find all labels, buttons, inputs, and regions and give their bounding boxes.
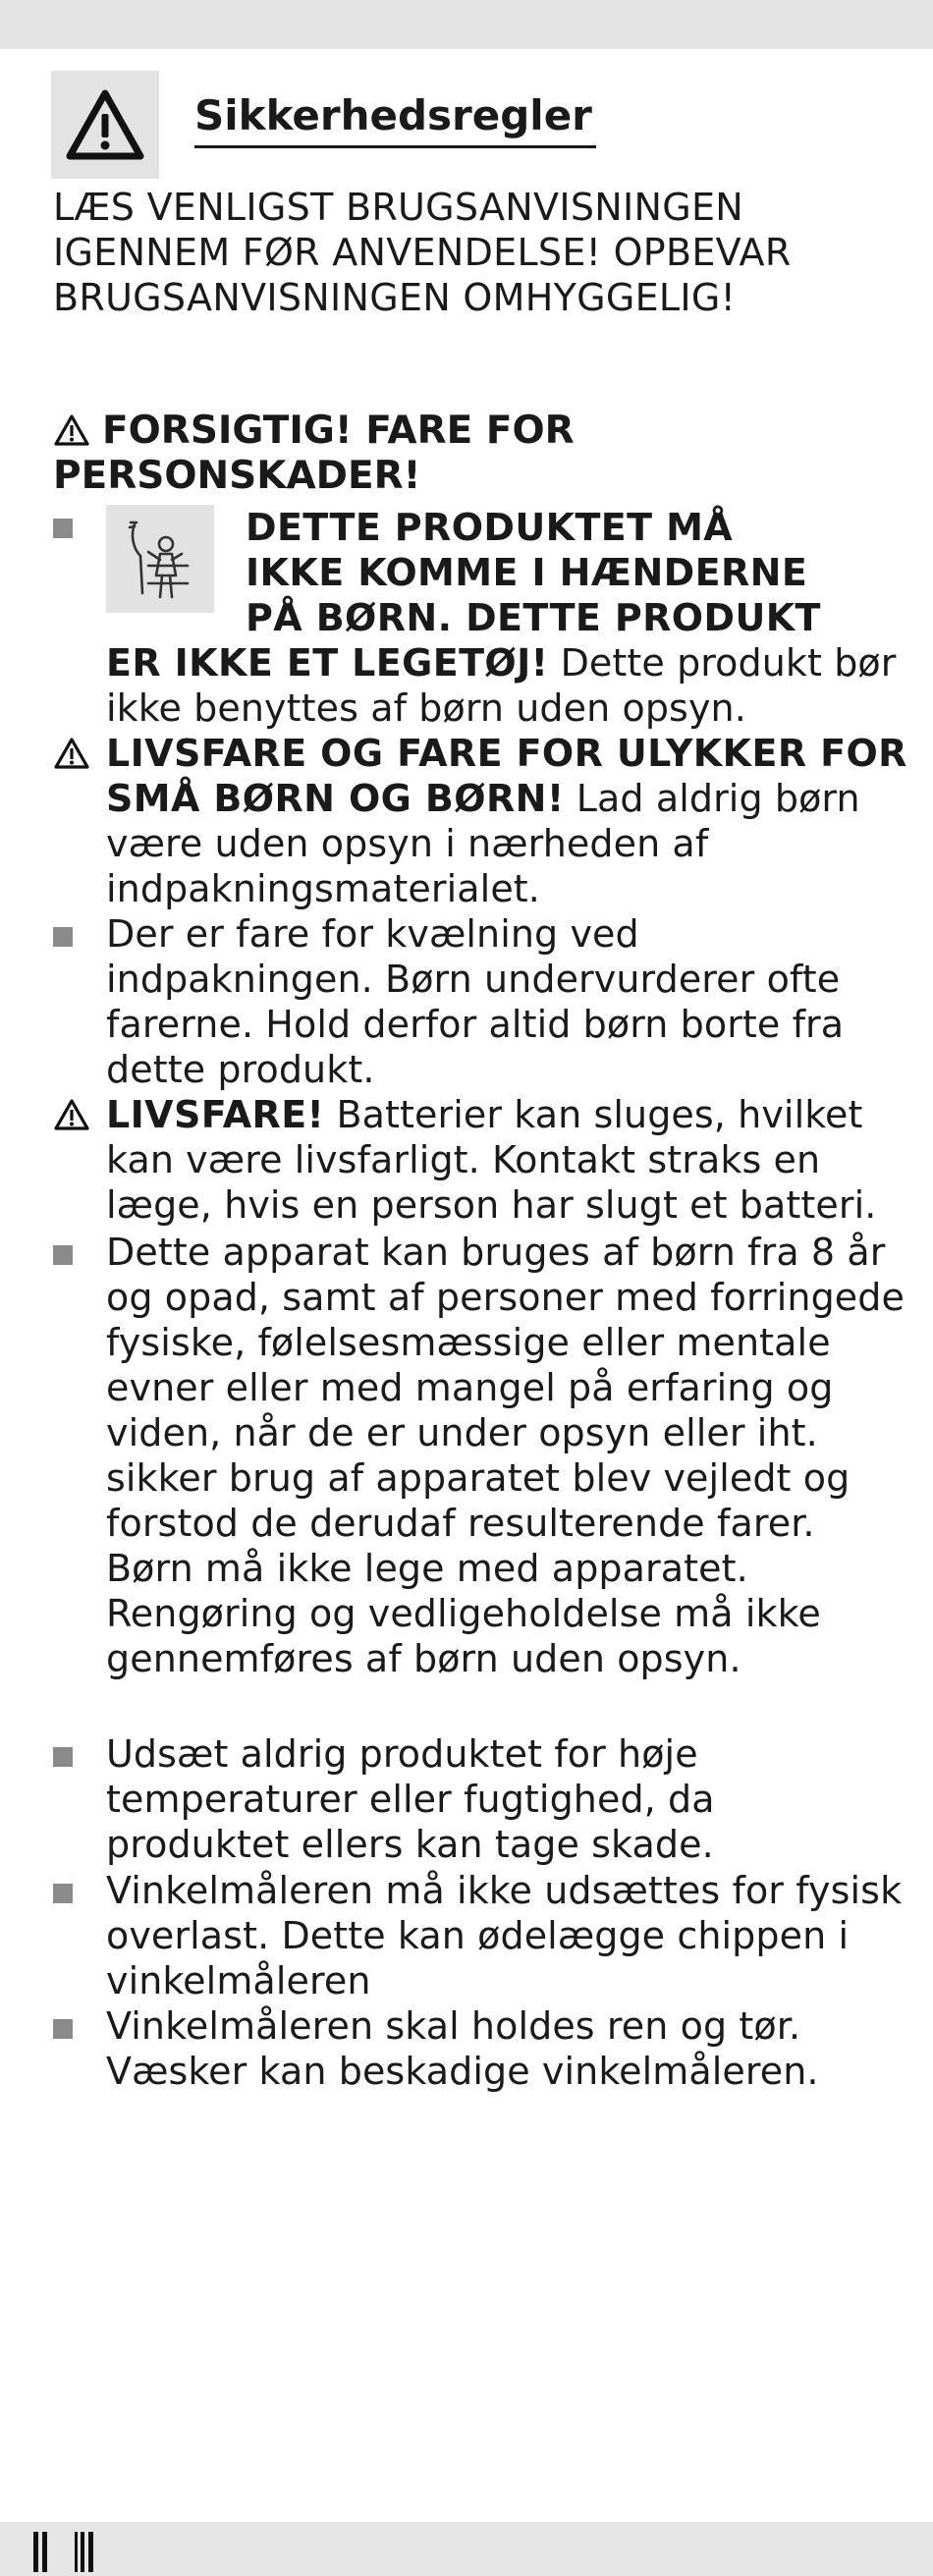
list-item-text: Vinkelmåleren må ikke udsættes for fysisk overlast. Dette kan ødelægge chippen i vinkelmåleren [106,1869,903,2002]
list-item [53,2003,907,2094]
child-warning-line: DETTE PRODUKTET MÅ [246,506,734,549]
bottom-band [0,2522,933,2576]
list-item [53,1230,907,1681]
caution-heading [53,409,907,499]
list-item [53,1731,907,1867]
list-item-text: Vinkelmåleren skal holdes ren og tør. Væsker kan beskadige vinkelmåleren. [106,2004,819,2093]
warning-triangle-icon [64,87,146,162]
list-item [53,911,907,1092]
warning-triangle-icon [53,1098,90,1131]
square-bullet-icon [53,1884,73,1903]
header-warning-icon-box [51,71,159,179]
list-item [53,1092,907,1228]
danger-text: Lad aldrig børn være uden opsyn i nærheden af indpakningsmaterialet. [106,777,860,910]
square-bullet-icon [53,1747,73,1767]
child-warning-line: IKKE KOMME I HÆNDERNE [246,551,808,594]
child-warning-text: Dette produkt bør ikke benyttes af børn uden opsyn. [106,641,897,730]
warning-triangle-icon [53,413,90,447]
warning-triangle-icon [53,737,90,770]
child-hazard-icon-box [106,505,214,613]
list-item-text: Dette apparat kan bruges af børn fra 8 år og opad, samt af personer med forringede fysiske, følelsesmæssige eller mentale evner eller med mangel på erfaring og viden, når de er under opsyn eller iht. sikker brug af apparatet blev vejledt og forstod de derudaf resulterende farer. Børn må ikke lege med apparatet. Rengøring og vedligeholdelse må ikke gennemføres af børn uden opsyn. [106,1231,905,1680]
list-item [53,731,907,911]
battery-danger-heading: LIVSFARE! [106,1093,325,1136]
child-hazard-icon [121,515,199,603]
section-header [51,71,896,179]
danger-heading: LIVSFARE OG FARE FOR ULYKKER FOR SMÅ BØRN OG BØRN! [106,732,907,820]
list-item [53,1868,907,2003]
barcode-icon [31,2528,110,2572]
square-bullet-icon [53,519,73,538]
section-title: Sikkerhedsregler [194,86,596,148]
square-bullet-icon [53,1245,73,1265]
child-warning-rest: ER IKKE ET LEGETØJ! [106,641,549,685]
list-item-text: Udsæt aldrig produktet for høje temperaturer eller fugtighed, da produktet ellers kan tage skade. [106,1732,715,1866]
list-item-text: Der er fare for kvælning ved indpakningen. Børn undervurderer ofte farerne. Hold derfor altid børn borte fra dette produkt. [106,912,845,1091]
list-item [53,505,907,731]
top-band [0,0,933,49]
intro-text: LÆS VENLIGST BRUGSANVISNINGEN IGENNEM FØR ANVENDELSE! OPBEVAR BRUGSANVISNINGEN OMHYGGELIG! [53,186,792,319]
battery-danger-text: Batterier kan sluges, hvilket kan være livsfarligt. Kontakt straks en læge, hvis en person har slugt et batteri. [106,1093,877,1227]
caution-heading-text: FORSIGTIG! FARE FOR PERSONSKADER! [53,409,575,498]
child-warning-line: PÅ BØRN. DETTE PRODUKT [246,596,821,639]
square-bullet-icon [53,927,73,947]
square-bullet-icon [53,2019,73,2039]
